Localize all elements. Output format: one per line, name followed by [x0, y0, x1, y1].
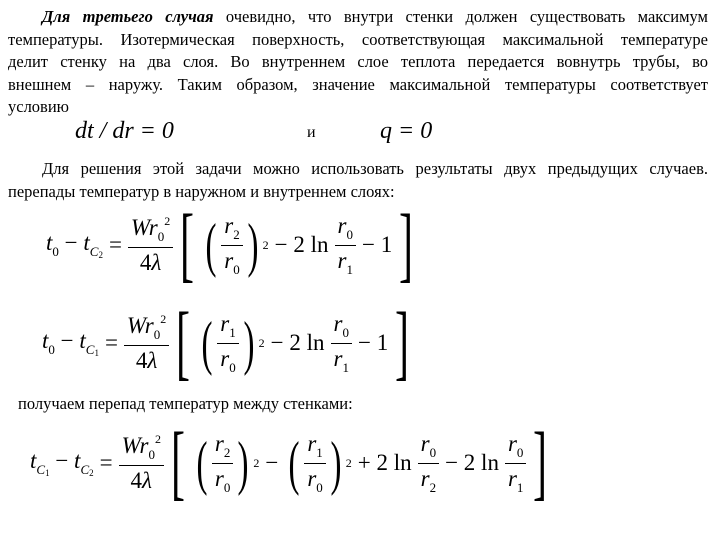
equations-label: получаем перепад температур между стенками: — [18, 394, 353, 413]
paragraph-third-case — [8, 6, 708, 119]
condition-derivative: dt / dr = 0 — [75, 118, 174, 144]
text: очевидно, что внутри стенки должен существовать максимум — [213, 7, 708, 26]
emphasized-phrase: Для третьего случая — [42, 7, 214, 26]
paragraph-solution — [8, 158, 708, 203]
paragraph-line: внешнем – наружу. Таким образом, значение максимальной температуры соответствует — [8, 74, 708, 94]
paragraph-line: делит стенку на два слоя. Во внутреннем слое теплота передается вовнутрь трубы, во — [8, 52, 708, 72]
paragraph-line — [8, 6, 708, 29]
paragraph-line: перепады температур в наружном и внутреннем слоях: — [8, 181, 395, 201]
equation-wall-difference: $t_{C_1} - t_{C_2}$ = $\frac{Wr_0^2}{4\lambda}$ [ ( $\frac{r_2}{r_0}$ ) 2 − ( $\frac{r_1}{r_0}$ ) 2 + 2 ln $\frac{r_0}{r_2}$ − 2 ln $\frac{r_0}{r_1}$ ] — [30, 416, 548, 509]
condition-heat-flux: q = 0 — [380, 118, 433, 144]
paragraph-line: условию — [8, 97, 70, 117]
condition-connector: и — [307, 124, 316, 141]
paragraph-line: Для решения этой задачи можно использовать результаты двух предыдущих случаев. — [42, 159, 708, 178]
equation-inner-layer: $t_0 - t_{C_1}$ = $\frac{Wr_0^2}{4\lambda}$ [ ( $\frac{r_1}{r_0}$ ) 2 − 2 ln $\frac{r_0}{r_1}$ − 1 ] — [42, 296, 410, 389]
equation-outer-layer: $t_0 - t_{C_2}$ = $\frac{Wr_0^2}{4\lambda}$ [ ( $\frac{r_2}{r_0}$ ) 2 − 2 ln $\frac{r_0}{r_1}$ − 1 ] — [46, 198, 414, 291]
paragraph-line: температуры. Изотермическая поверхность, соответствующая максимальной температуре — [8, 29, 708, 49]
